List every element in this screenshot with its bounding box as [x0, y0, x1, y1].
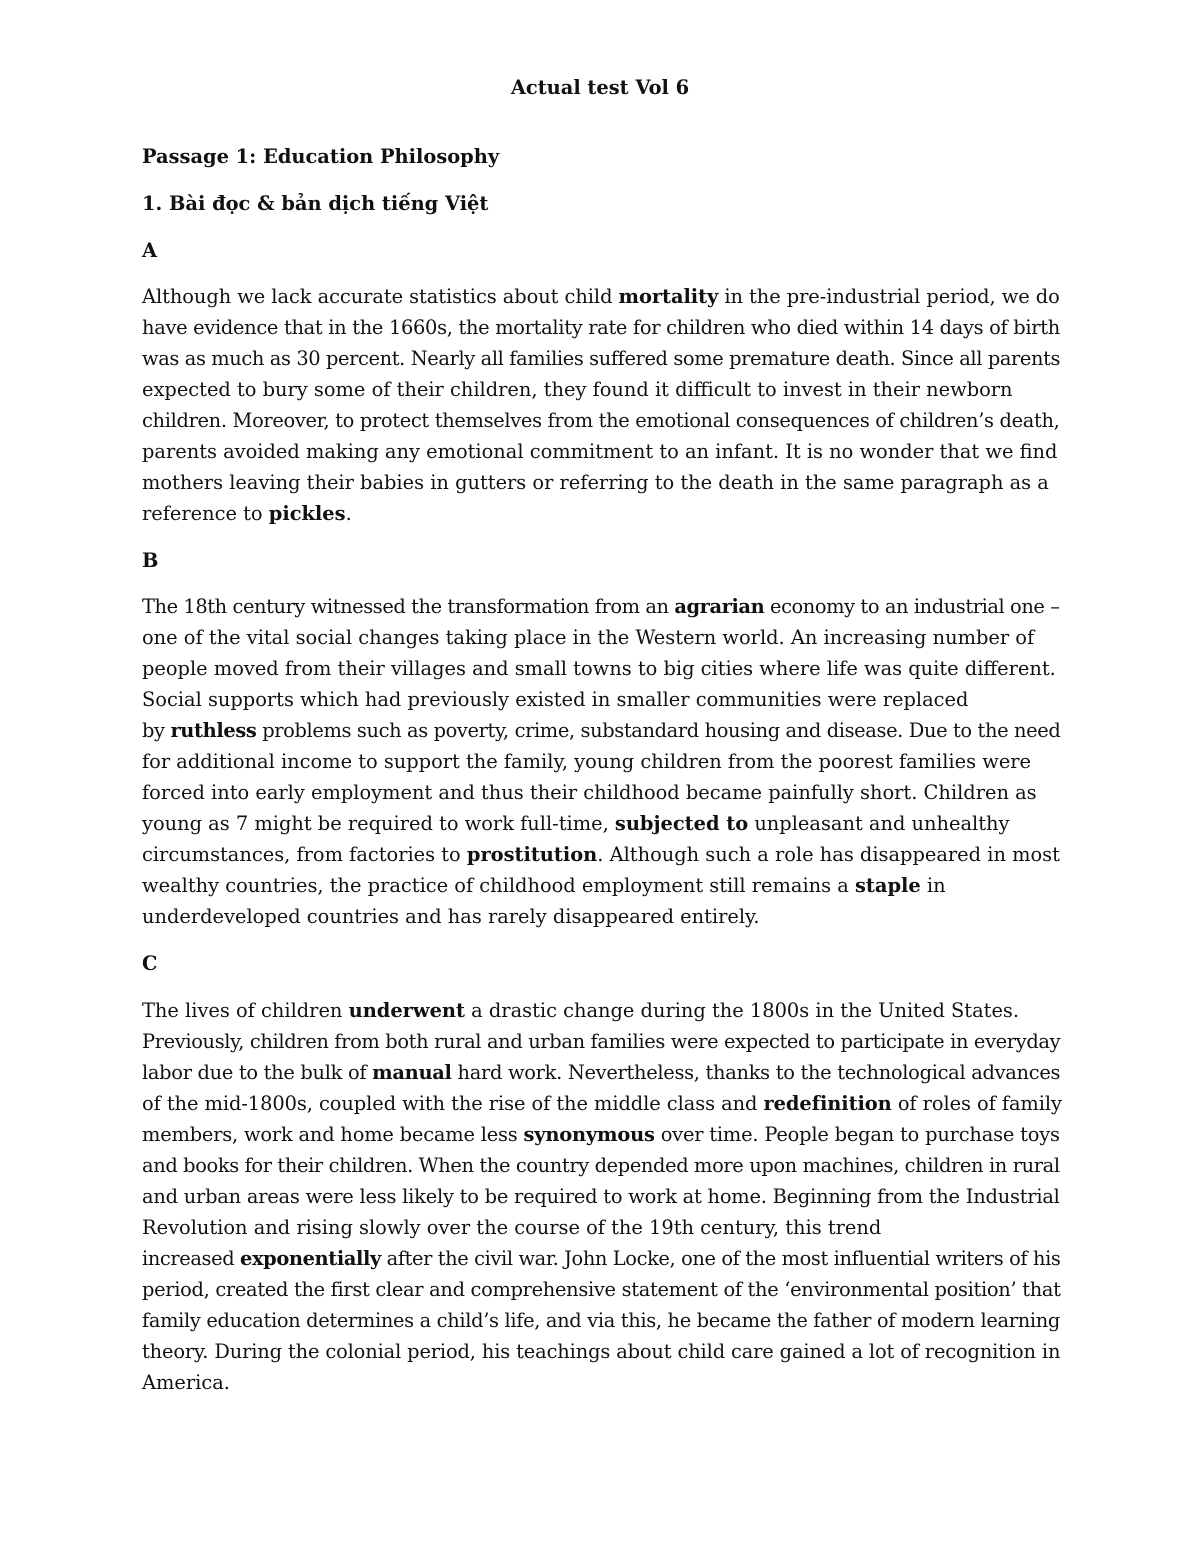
text-run: after the civil war. John Locke, one of the most influential writers of his	[380, 1247, 1061, 1270]
text-run: .	[345, 502, 352, 525]
text-run: unpleasant and unhealthy	[748, 812, 1010, 835]
text-run: young as 7 might be required to work full-time,	[142, 812, 615, 835]
passage-heading: Passage 1: Education Philosophy	[142, 145, 500, 168]
text-run: underdeveloped countries and has rarely disappeared entirely.	[142, 905, 760, 928]
text-run: increased	[142, 1247, 241, 1270]
vocabulary-term: synonymous	[523, 1123, 655, 1146]
vocabulary-term: agrarian	[674, 595, 765, 618]
text-line	[142, 591, 1060, 622]
text-line	[142, 1181, 1060, 1212]
text-line	[142, 808, 1060, 839]
text-line	[142, 1336, 1060, 1367]
text-run: in	[920, 874, 946, 897]
text-run: over time. People began to purchase toys	[654, 1123, 1060, 1146]
text-run: people moved from their villages and small towns to big cities where life was quite different.	[142, 657, 1056, 680]
text-line	[142, 1088, 1060, 1119]
vocabulary-term: underwent	[348, 999, 465, 1022]
text-line	[142, 622, 1060, 653]
text-line	[142, 777, 1060, 808]
text-run: mothers leaving their babies in gutters or referring to the death in the same paragraph as a	[142, 471, 1049, 494]
text-line	[142, 498, 1060, 529]
text-line	[142, 281, 1060, 312]
text-line	[142, 467, 1060, 498]
text-run: was as much as 30 percent. Nearly all families suffered some premature death. Since all parents	[142, 347, 1061, 370]
text-run: wealthy countries, the practice of childhood employment still remains a	[142, 874, 856, 897]
text-run: labor due to the bulk of	[142, 1061, 373, 1084]
paragraph-b	[142, 591, 1060, 932]
text-line	[142, 870, 1060, 901]
text-run: reference to	[142, 502, 269, 525]
text-line	[142, 405, 1060, 436]
text-line	[142, 374, 1060, 405]
text-run: for additional income to support the family, young children from the poorest families were	[142, 750, 1032, 773]
text-run: problems such as poverty, crime, substandard housing and disease. Due to the need	[256, 719, 1061, 742]
text-line	[142, 1274, 1060, 1305]
text-line	[142, 312, 1060, 343]
text-line	[142, 715, 1060, 746]
text-run: circumstances, from factories to	[142, 843, 467, 866]
text-run: The 18th century witnessed the transformation from an	[142, 595, 675, 618]
vocabulary-term: exponentially	[240, 1247, 381, 1270]
text-run: by	[142, 719, 171, 742]
text-run: forced into early employment and thus their childhood became painfully short. Children as	[142, 781, 1037, 804]
text-run: parents avoided making any emotional commitment to an infant. It is no wonder that we find	[142, 440, 1058, 463]
text-run: children. Moreover, to protect themselves from the emotional consequences of children’s death,	[142, 409, 1060, 432]
vocabulary-term: redefinition	[763, 1092, 892, 1115]
text-line	[142, 684, 1060, 715]
vocabulary-term: manual	[372, 1061, 452, 1084]
text-run: in the pre-industrial period, we do	[718, 285, 1060, 308]
paragraph-label-b: B	[142, 549, 159, 572]
paragraph-a	[142, 281, 1060, 529]
text-run: Social supports which had previously existed in smaller communities were replaced	[142, 688, 969, 711]
paragraph-label-a: A	[142, 239, 158, 262]
vocabulary-term: mortality	[618, 285, 719, 308]
document-title: Actual test Vol 6	[510, 76, 690, 99]
text-line	[142, 1119, 1060, 1150]
text-run: Although we lack accurate statistics about child	[142, 285, 619, 308]
text-run: The lives of children	[142, 999, 349, 1022]
text-run: and urban areas were less likely to be required to work at home. Beginning from the Industrial	[142, 1185, 1060, 1208]
text-line	[142, 901, 1060, 932]
vocabulary-term: subjected to	[614, 812, 749, 835]
vocabulary-term: staple	[855, 874, 921, 897]
text-line	[142, 746, 1060, 777]
text-line	[142, 436, 1060, 467]
text-run: one of the vital social changes taking place in the Western world. An increasing number of	[142, 626, 1035, 649]
text-run: Revolution and rising slowly over the course of the 19th century, this trend	[142, 1216, 882, 1239]
text-line	[142, 1026, 1060, 1057]
text-line	[142, 343, 1060, 374]
text-line	[142, 1367, 1060, 1398]
text-run: a drastic change during the 1800s in the United States.	[465, 999, 1020, 1022]
text-run: members, work and home became less	[142, 1123, 524, 1146]
text-line	[142, 839, 1060, 870]
text-line	[142, 653, 1060, 684]
text-run: hard work. Nevertheless, thanks to the technological advances	[451, 1061, 1061, 1084]
text-line	[142, 1305, 1060, 1336]
text-run: theory. During the colonial period, his teachings about child care gained a lot of recognition in	[142, 1340, 1061, 1363]
text-run: economy to an industrial one –	[764, 595, 1060, 618]
text-run: Previously, children from both rural and urban families were expected to participate in everyday	[142, 1030, 1061, 1053]
text-line	[142, 995, 1060, 1026]
vocabulary-term: pickles	[268, 502, 346, 525]
section-heading: 1. Bài đọc & bản dịch tiếng Việt	[142, 192, 489, 215]
text-run: expected to bury some of their children, they found it difficult to invest in their newborn	[142, 378, 1013, 401]
text-line	[142, 1057, 1060, 1088]
vocabulary-term: ruthless	[170, 719, 257, 742]
text-run: America.	[142, 1371, 230, 1394]
vocabulary-term: prostitution	[466, 843, 598, 866]
text-run: and books for their children. When the country depended more upon machines, children in rural	[142, 1154, 1060, 1177]
paragraph-label-c: C	[142, 952, 158, 975]
paragraph-c	[142, 995, 1060, 1398]
text-line	[142, 1150, 1060, 1181]
text-line	[142, 1243, 1060, 1274]
text-run: of the mid-1800s, coupled with the rise of the middle class and	[142, 1092, 764, 1115]
text-run: have evidence that in the 1660s, the mortality rate for children who died within 14 days of birth	[142, 316, 1060, 339]
text-run: . Although such a role has disappeared in most	[597, 843, 1060, 866]
text-run: of roles of family	[891, 1092, 1062, 1115]
text-run: family education determines a child’s life, and via this, he became the father of modern learning	[142, 1309, 1060, 1332]
text-line	[142, 1212, 1060, 1243]
text-run: period, created the first clear and comprehensive statement of the ‘environmental position’ that	[142, 1278, 1061, 1301]
